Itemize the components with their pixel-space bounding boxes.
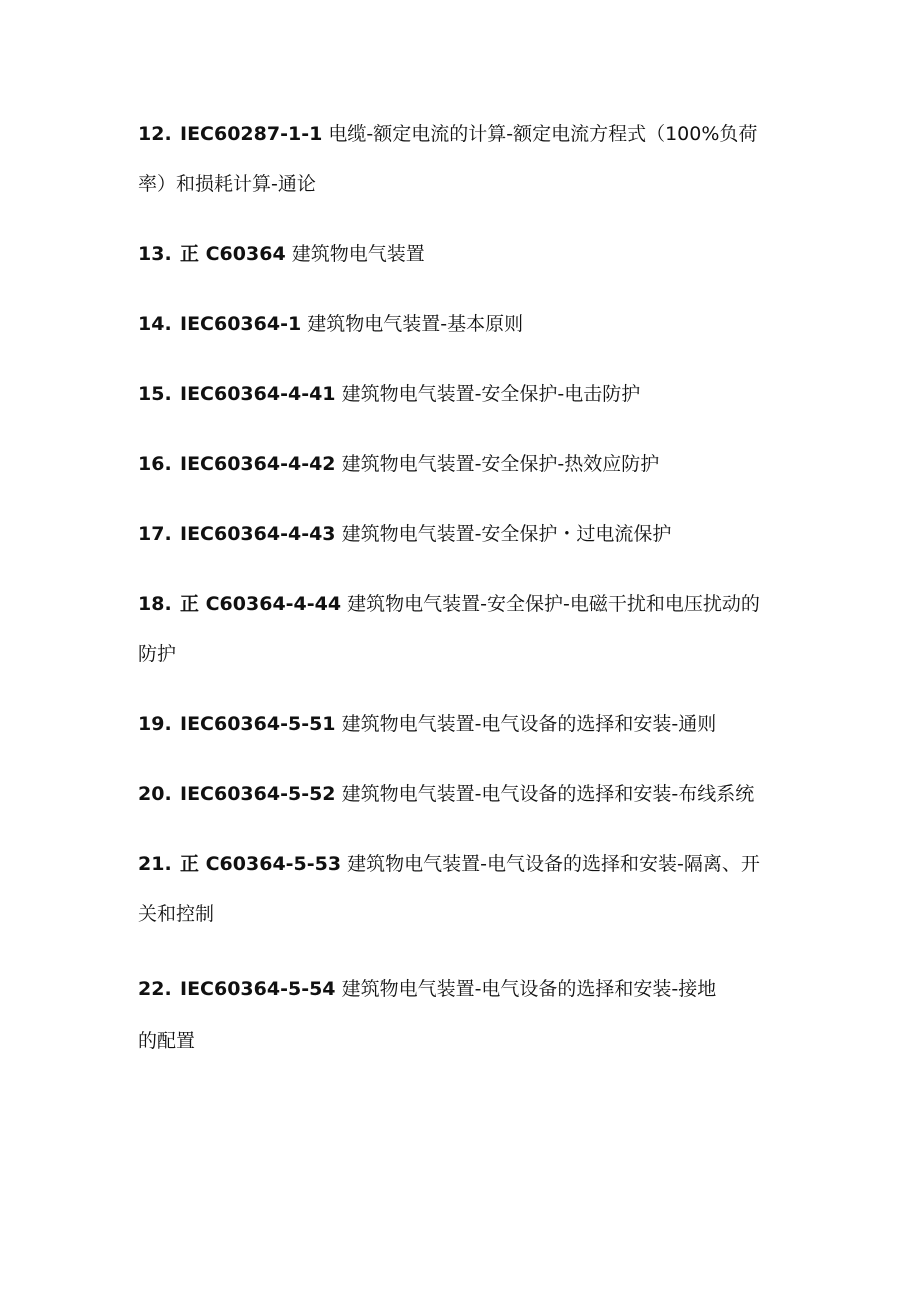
list-item (138, 242, 788, 266)
standard-code: 正 C60364 (180, 243, 286, 265)
standard-code: 正 C60364-4-44 (180, 593, 342, 615)
standard-title: 电缆-额定电流的计算-额定电流方程式（100%负荷 (328, 123, 758, 145)
standard-title: 建筑物电气装置-安全保护-电击防护 (341, 383, 641, 405)
standard-code: IEC60364-5-51 (180, 713, 336, 735)
standard-title: 建筑物电气装置-安全保护-电磁干扰和电压扰动的 (347, 593, 760, 615)
list-item (138, 852, 788, 925)
list-item (138, 122, 788, 195)
list-item (138, 312, 788, 336)
list-item (138, 977, 788, 1052)
standard-code: IEC60287-1-1 (180, 123, 323, 145)
item-number: 17. (138, 523, 172, 545)
item-number: 18. (138, 593, 172, 615)
list-item (138, 452, 788, 476)
standard-code: IEC60364-4-41 (180, 383, 336, 405)
standard-title-continuation: 率）和损耗计算-通论 (138, 173, 316, 195)
standard-title: 建筑物电气装置-电气设备的选择和安装-通则 (341, 713, 717, 735)
standard-title-continuation: 的配置 (138, 1030, 196, 1052)
standard-code: 正 C60364-5-53 (180, 853, 342, 875)
standard-title-continuation: 防护 (138, 643, 177, 665)
item-number: 13. (138, 243, 172, 265)
item-number: 22. (138, 978, 172, 1000)
standard-title: 建筑物电气装置-安全保护・过电流保护 (341, 523, 672, 545)
standard-code: IEC60364-5-52 (180, 783, 336, 805)
standard-title: 建筑物电气装置-电气设备的选择和安装-布线系统 (341, 783, 755, 805)
standard-title: 建筑物电气装置-基本原则 (307, 313, 524, 335)
list-item (138, 712, 788, 736)
list-item (138, 522, 788, 546)
standard-title: 建筑物电气装置-安全保护-热效应防护 (341, 453, 660, 475)
item-number: 15. (138, 383, 172, 405)
list-item (138, 782, 788, 806)
item-number: 12. (138, 123, 172, 145)
list-item (138, 382, 788, 406)
standard-code: IEC60364-5-54 (180, 978, 336, 1000)
standard-title: 建筑物电气装置 (291, 243, 425, 265)
standard-title-continuation: 关和控制 (138, 903, 215, 925)
item-number: 21. (138, 853, 172, 875)
item-number: 16. (138, 453, 172, 475)
standard-title: 建筑物电气装置-电气设备的选择和安装-隔离、开 (347, 853, 760, 875)
item-number: 20. (138, 783, 172, 805)
item-number: 19. (138, 713, 172, 735)
standard-title: 建筑物电气装置-电气设备的选择和安装-接地 (341, 978, 717, 1000)
standard-code: IEC60364-4-43 (180, 523, 336, 545)
standard-code: IEC60364-1 (180, 313, 302, 335)
item-number: 14. (138, 313, 172, 335)
list-item (138, 592, 788, 665)
standard-code: IEC60364-4-42 (180, 453, 336, 475)
